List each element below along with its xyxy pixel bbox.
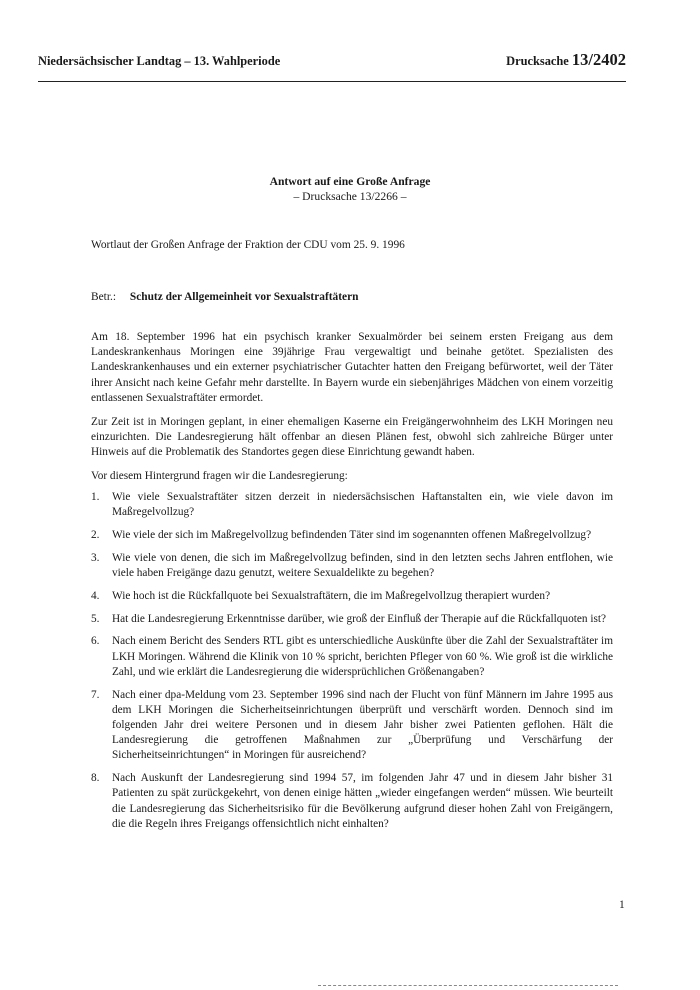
header-divider (38, 81, 626, 82)
question-number: 6. (91, 635, 100, 648)
question-text: Nach Auskunft der Landesregierung sind 1994 57, im folgenden Jahr 47 und in diesem Jahr bisher 31 Patienten zu spät zurückgekehrt, von denen einige hätten „wieder eingefangen werden“ müssen. Wie beurteilt die Landesregierung das Sicherheitsrisiko für die Bevölkerung aufgrund dieser hohen Zahl von Freigängern, die die Regeln ihres Freigangs offensichtlich nicht einhalten? (112, 772, 613, 830)
body-paragraph: Zur Zeit ist in Moringen geplant, in einer ehemaligen Kaserne ein Freigängerwohnheim des LKH Moringen neu einzurichten. Die Landesregierung hält offenbar an diesen Plänen fest, obwohl sich zahlreiche Bürger unter Hinweis auf die Problematik des Standortes gegen diese Einrichtung gewandt haben. (91, 415, 613, 459)
body-paragraph: Am 18. September 1996 hat ein psychisch kranker Sexualmörder bei seinem ersten Freigang aus dem Landeskrankenhaus Moringen eine 39jährige Frau vergewaltigt und beinahe getötet. Spezialisten des Landeskrankenhauses und ein externer psychiatrischer Gutachter hatten den Freigang befürwortet, weil der Täter ihrer Ansicht nach keine Gefahr mehr darstellte. In Bayern wurde ein siebenjähriges Mädchen von einem vorzeitig entlassenen Sexualstraftäter ermordet. (91, 331, 613, 404)
question-item (91, 490, 613, 520)
question-text: Nach einer dpa-Meldung vom 23. September 1996 sind nach der Flucht von fünf Männern im Jahre 1995 aus dem LKH Moringen die Sicherheitseinrichtungen überprüft und verschärft worden. Dennoch sind im folgenden Jahr drei weitere Personen und in diesem Jahr bisher zwei Patienten geflohen. Hält die Landesregierung die getroffenen Maßnahmen zur „Überprüfung und Verschärfung der Sicherheitseinrichtungen“ in Moringen für ausreichend? (112, 688, 613, 762)
document-number (506, 50, 626, 70)
question-text: Wie viele der sich im Maßregelvollzug befindenden Täter sind im sogenannten offenen Maßregelvollzug? (112, 529, 592, 542)
document-body (91, 330, 613, 840)
question-text: Wie viele von denen, die sich im Maßregelvollzug befinden, sind in den letzten sechs Jahren entflohen, wie viele haben Freigänge dazu genutzt, weitere Sexualdelikte zu begehen? (112, 551, 613, 580)
question-number: 4. (91, 589, 100, 602)
subject-text: Schutz der Allgemeinheit vor Sexualstraftätern (129, 291, 359, 303)
question-text: Nach einem Bericht des Senders RTL gibt es unterschiedliche Auskünfte über die Zahl der Sexualstraftäter im LKH Moringen. Während die Klinik von 10 % spricht, berichten Pfleger von 60 %. Wie groß ist die wirkliche Zahl, und wie erklärt die Landesregierung die widersprüchlichen Größenangaben? (112, 635, 613, 678)
question-number: 3. (91, 551, 100, 564)
question-item (91, 634, 613, 680)
subject-line (91, 291, 359, 303)
question-number: 8. (91, 772, 100, 785)
question-number: 2. (91, 529, 100, 542)
parliament-name: Niedersächsischer Landtag – 13. Wahlperiode (38, 54, 281, 68)
intro-line: Wortlaut der Großen Anfrage der Fraktion der CDU vom 25. 9. 1996 (91, 239, 405, 251)
footer-divider (318, 985, 618, 986)
title-reference: – Drucksache 13/2266 – (293, 190, 407, 203)
document-number-label: Drucksache (506, 54, 569, 68)
subject-label: Betr.: (91, 291, 116, 303)
question-item (91, 589, 613, 604)
title-main: Antwort auf eine Große Anfrage (269, 175, 431, 188)
page-header (38, 50, 626, 76)
question-number: 5. (91, 612, 100, 625)
question-text: Hat die Landesregierung Erkenntnisse darüber, wie groß der Einfluß der Therapie auf die Rückfallquoten ist? (112, 612, 607, 625)
question-text: Wie viele Sexualstraftäter sitzen derzeit in niedersächsischen Haftanstalten ein, wie viele davon im Maßregelvollzug? (112, 491, 613, 519)
page-number: 1 (619, 899, 625, 911)
question-item (91, 771, 613, 832)
document-number-value: 13/2402 (571, 50, 626, 69)
document-title (0, 174, 700, 204)
question-item (91, 528, 613, 543)
question-number: 7. (91, 688, 100, 701)
question-item (91, 612, 613, 627)
question-item (91, 551, 613, 581)
question-list (91, 490, 613, 832)
question-item (91, 688, 613, 764)
questions-intro: Vor diesem Hintergrund fragen wir die Landesregierung: (91, 469, 348, 482)
question-number: 1. (91, 491, 100, 504)
question-text: Wie hoch ist die Rückfallquote bei Sexualstraftätern, die im Maßregelvollzug therapiert wurden? (112, 589, 551, 602)
